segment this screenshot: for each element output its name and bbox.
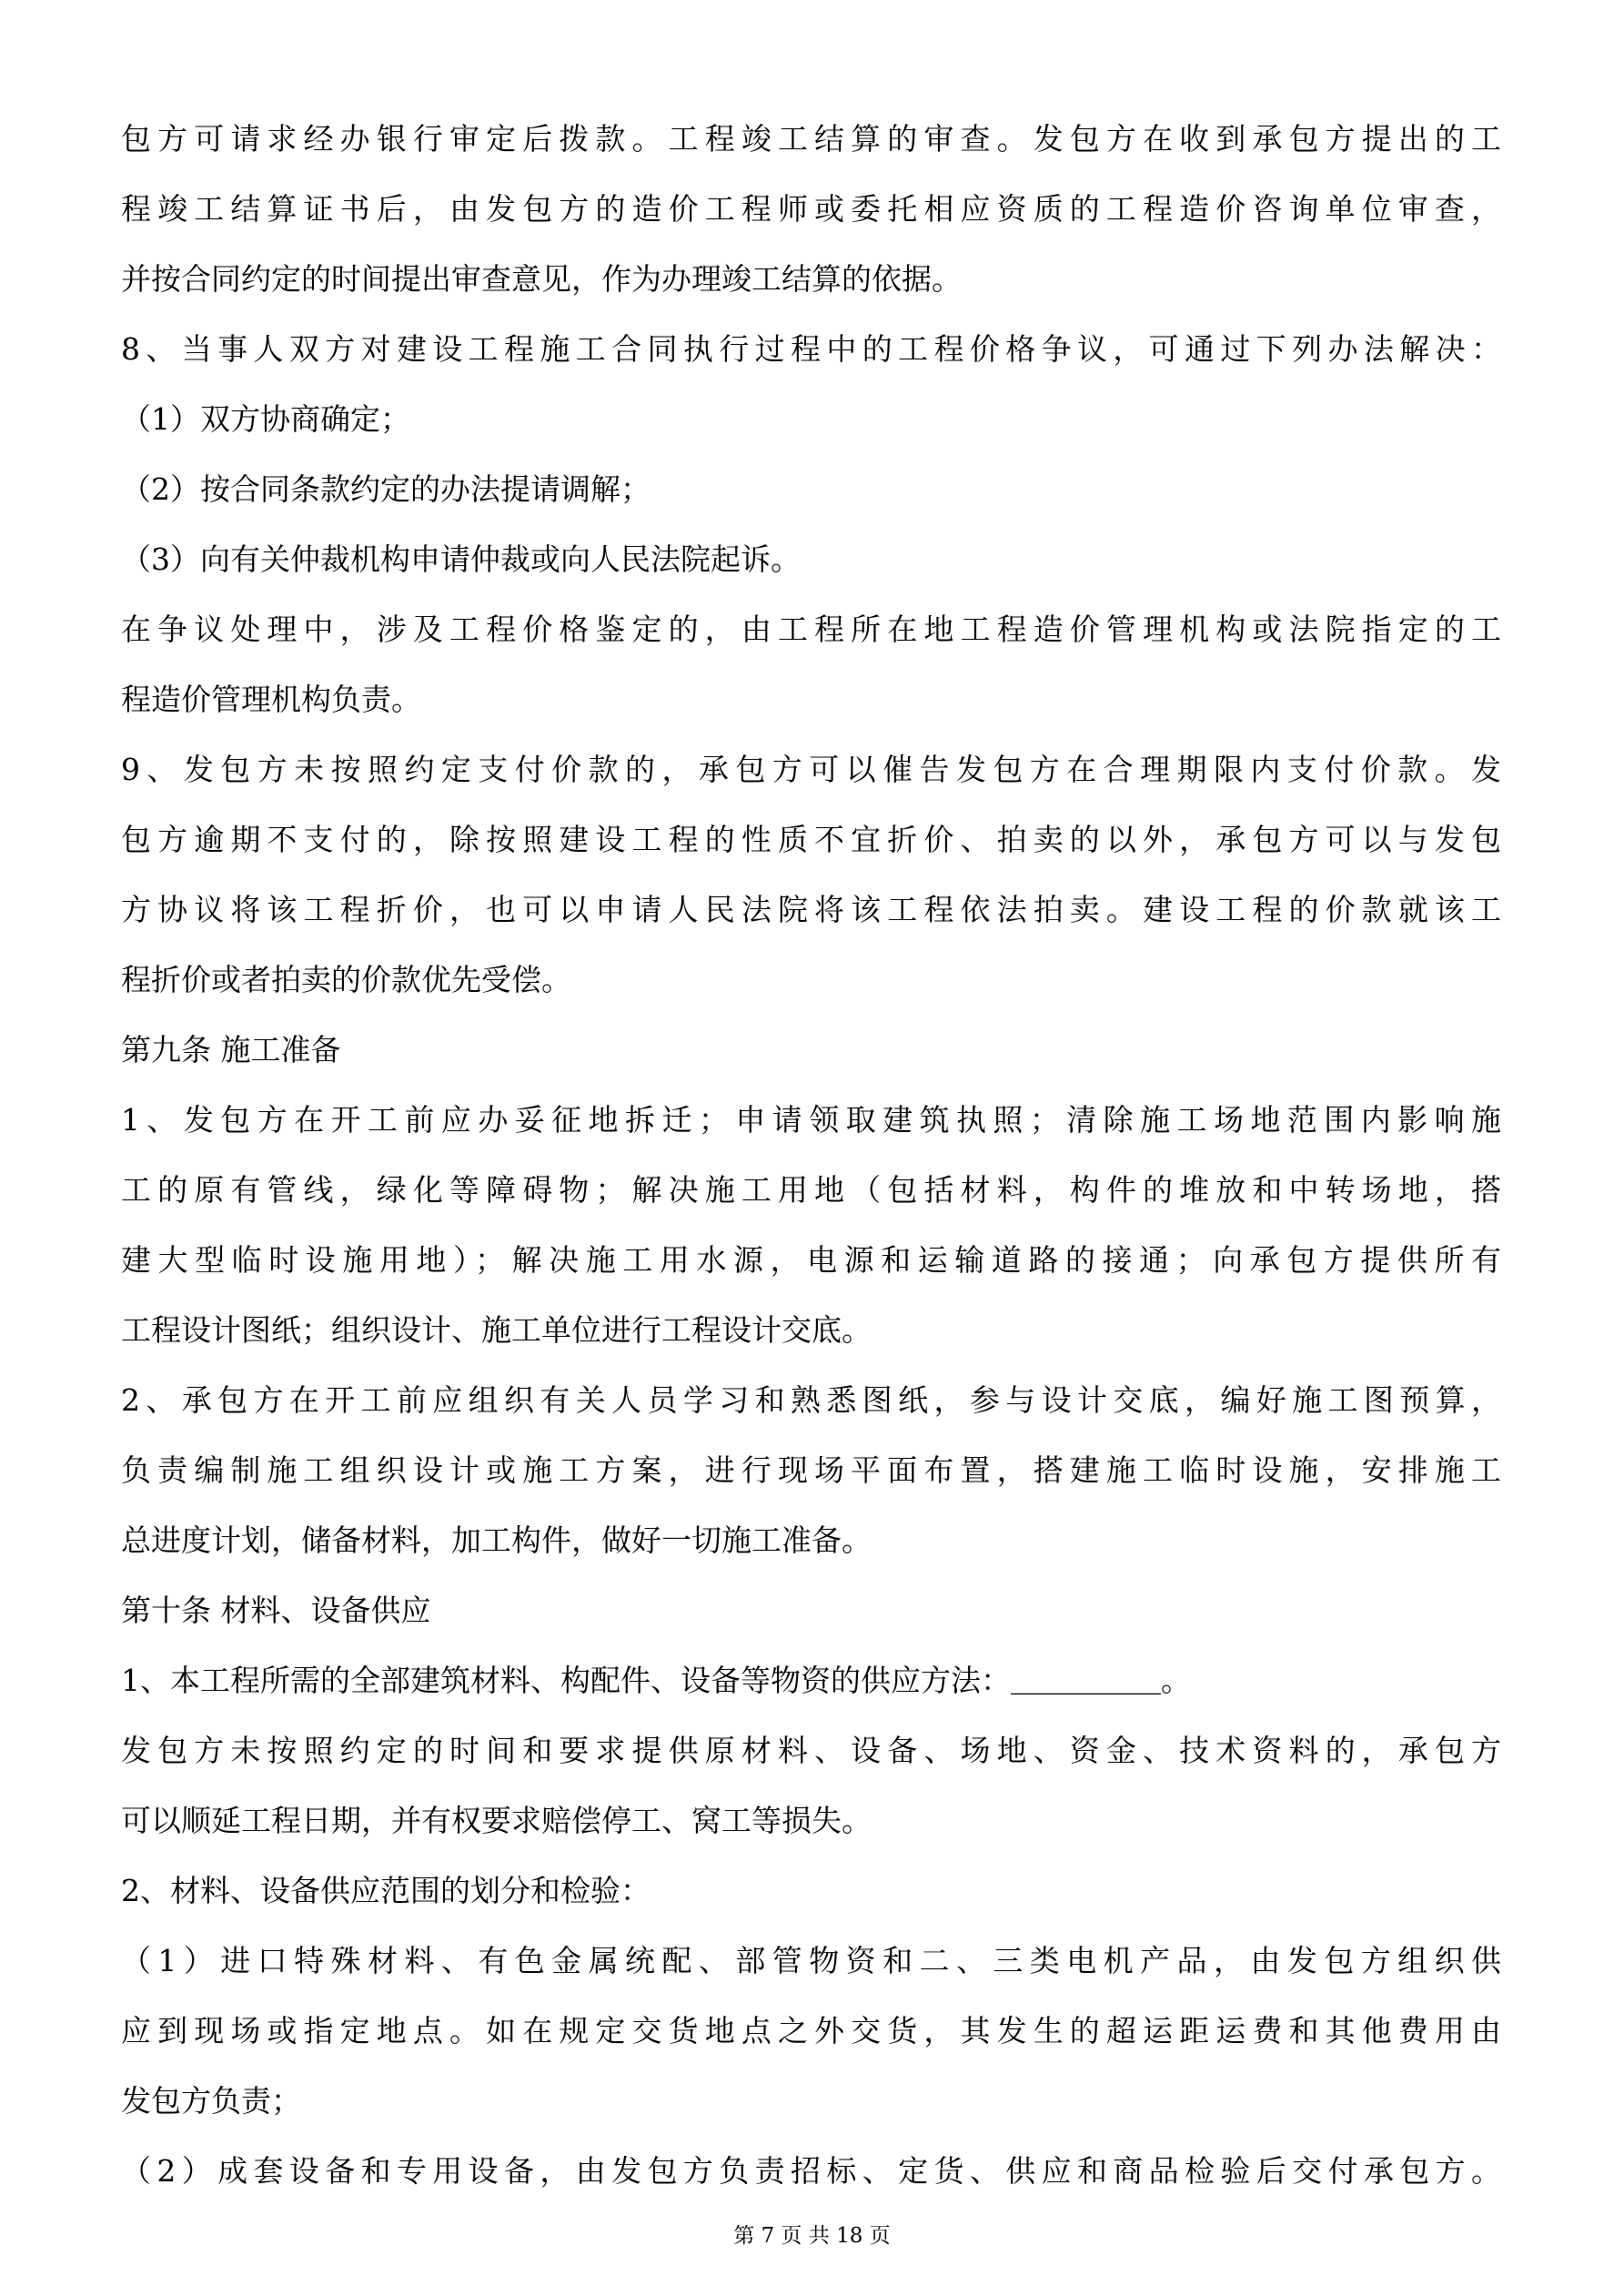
text-line: 程折价或者拍卖的价款优先受偿。 xyxy=(121,962,571,997)
text-line: 工的原有管线，绿化等障碍物；解决施工用地（包括材料，构件的堆放和中转场地，搭 xyxy=(121,1172,1501,1208)
text-line: （3）向有关仲裁机构申请仲裁或向人民法院起诉。 xyxy=(121,541,801,577)
text-line: 总进度计划，储备材料，加工构件，做好一切施工准备。 xyxy=(121,1522,872,1558)
text-line: 负责编制施工组织设计或施工方案，进行现场平面布置，搭建施工临时设施，安排施工 xyxy=(121,1452,1501,1488)
text-line: 程造价管理机构负责。 xyxy=(121,682,421,717)
text-line: 发包方未按照约定的时间和要求提供原材料、设备、场地、资金、技术资料的，承包方 xyxy=(121,1733,1501,1768)
text-line: 并按合同约定的时间提出审查意见，作为办理竣工结算的依据。 xyxy=(121,261,962,297)
text-line: 包方可请求经办银行审定后拨款。工程竣工结算的审查。发包方在收到承包方提出的工 xyxy=(121,121,1501,157)
text-line: 工程设计图纸；组织设计、施工单位进行工程设计交底。 xyxy=(121,1312,872,1348)
text-line: 第九条 施工准备 xyxy=(121,1032,341,1067)
text-line: 建大型临时设施用地）；解决施工用水源，电源和运输道路的接通；向承包方提供所有 xyxy=(121,1242,1501,1278)
text-line: 第十条 材料、设备供应 xyxy=(121,1593,431,1628)
text-line: 程竣工结算证书后，由发包方的造价工程师或委托相应资质的工程造价咨询单位审查， xyxy=(121,191,1501,227)
text-line: （1）进口特殊材料、有色金属统配、部管物资和二、三类电机产品，由发包方组织供 xyxy=(121,1943,1501,1978)
text-line: 2、材料、设备供应范围的划分和检验： xyxy=(121,1873,651,1908)
text-line: 包方逾期不支付的，除按照建设工程的性质不宜折价、拍卖的以外，承包方可以与发包 xyxy=(121,822,1501,857)
text-line: 1、发包方在开工前应办妥征地拆迁；申请领取建筑执照；清除施工场地范围内影响施 xyxy=(121,1102,1501,1138)
text-line: 在争议处理中，涉及工程价格鉴定的，由工程所在地工程造价管理机构或法院指定的工 xyxy=(121,612,1501,647)
text-line: 2、承包方在开工前应组织有关人员学习和熟悉图纸，参与设计交底，编好施工图预算， xyxy=(121,1382,1501,1418)
text-line: （1）双方协商确定； xyxy=(121,401,410,437)
document-body xyxy=(121,104,1501,2206)
page-footer: 第 7 页 共 18 页 xyxy=(733,2224,891,2248)
text-line: 8、当事人双方对建设工程施工合同执行过程中的工程价格争议，可通过下列办法解决： xyxy=(121,331,1501,367)
text-line: （2）按合同条款约定的办法提请调解； xyxy=(121,471,651,507)
text-line: 可以顺延工程日期，并有权要求赔偿停工、窝工等损失。 xyxy=(121,1803,872,1838)
text-line: 发包方负责； xyxy=(121,2083,301,2119)
text-line: 应到现场或指定地点。如在规定交货地点之外交货，其发生的超运距运费和其他费用由 xyxy=(121,2013,1501,2048)
text-line: 方协议将该工程折价，也可以申请人民法院将该工程依法拍卖。建设工程的价款就该工 xyxy=(121,892,1501,927)
text-line: 1、本工程所需的全部建筑材料、构配件、设备等物资的供应方法：＿＿＿＿＿。 xyxy=(121,1663,1191,1698)
text-line: 9、发包方未按照约定支付价款的，承包方可以催告发包方在合理期限内支付价款。发 xyxy=(121,752,1501,787)
text-line: （2）成套设备和专用设备，由发包方负责招标、定货、供应和商品检验后交付承包方。 xyxy=(121,2153,1501,2189)
